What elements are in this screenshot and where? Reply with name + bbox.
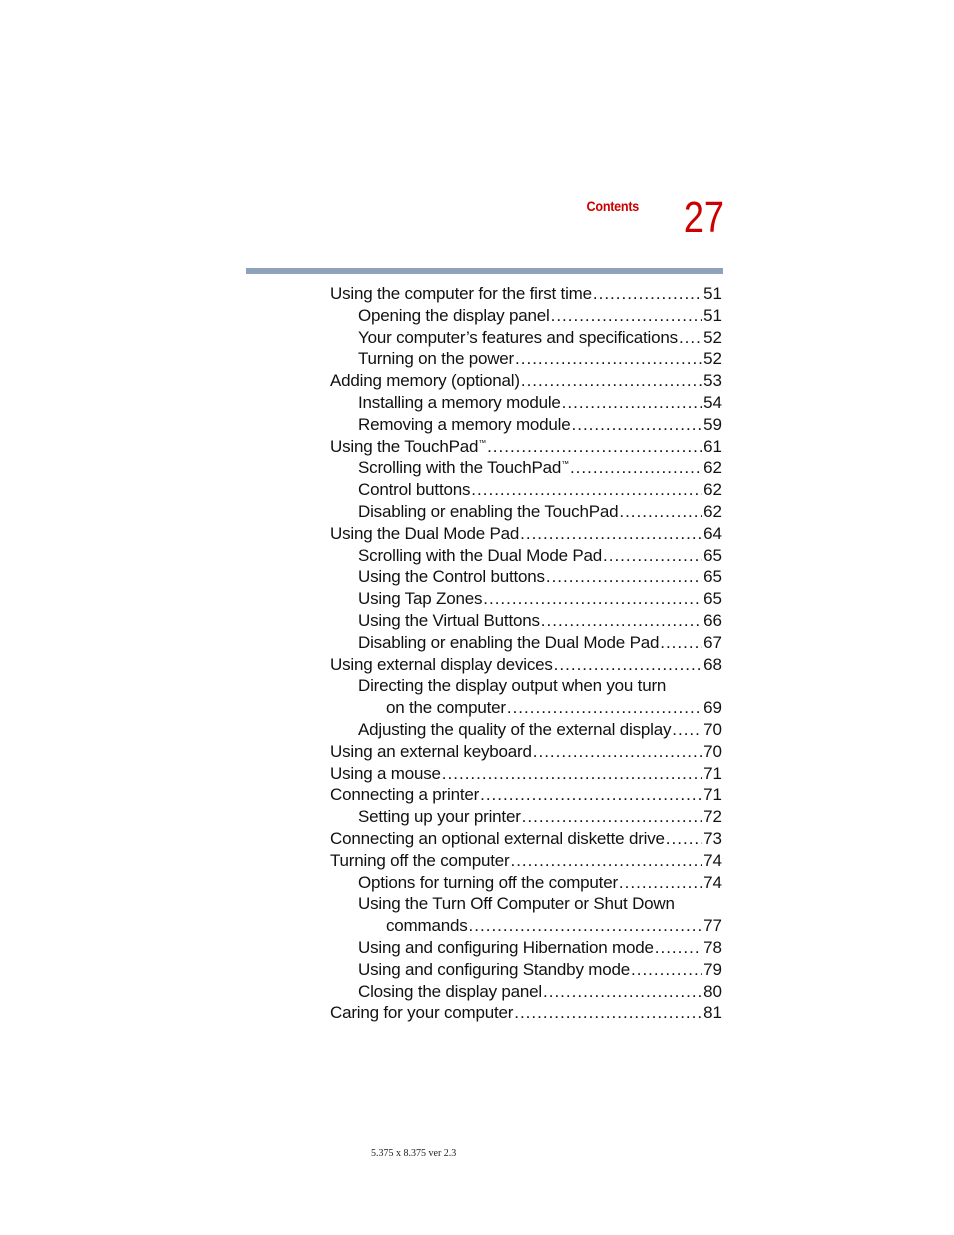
footer-trim-note: 5.375 x 8.375 ver 2.3 <box>371 1148 457 1159</box>
toc-entry-page: 78 <box>703 937 722 957</box>
toc-entry-title: Using and configuring Hibernation mode <box>358 937 654 957</box>
toc-entry[interactable] <box>330 632 722 654</box>
toc-entry[interactable] <box>330 697 722 719</box>
dot-leader <box>510 850 702 872</box>
toc-entry[interactable] <box>330 784 722 806</box>
dot-leader <box>631 959 702 981</box>
toc-entry-page: 68 <box>703 654 722 674</box>
toc-entry-title: Turning off the computer <box>330 850 510 870</box>
toc-entry-page: 77 <box>703 916 722 936</box>
toc-entry-title: Using Tap Zones <box>358 589 483 609</box>
toc-entry[interactable] <box>330 915 722 937</box>
dot-leader <box>515 348 702 370</box>
toc-entry-page: 65 <box>703 545 722 565</box>
dot-leader <box>554 654 702 676</box>
toc-entry-title: Using a mouse <box>330 763 441 783</box>
toc-entry-page: 52 <box>703 327 722 347</box>
toc-entry-title: Directing the display output when you turn <box>358 676 667 696</box>
toc-entry[interactable] <box>330 305 722 327</box>
dot-leader <box>480 784 702 806</box>
toc-entry[interactable] <box>330 719 722 741</box>
toc-entry[interactable] <box>330 959 722 981</box>
toc-entry-page: 66 <box>703 610 722 630</box>
toc-entry-page: 70 <box>703 741 722 761</box>
toc-entry[interactable] <box>330 1002 722 1024</box>
toc-entry[interactable] <box>330 872 722 894</box>
toc-entry[interactable] <box>330 654 722 676</box>
toc-entry-page: 70 <box>703 719 722 739</box>
toc-entry-title: Adjusting the quality of the external display <box>358 719 672 739</box>
toc-entry-page: 61 <box>703 436 722 456</box>
dot-leader <box>442 763 702 785</box>
toc-entry-page: 79 <box>703 959 722 979</box>
toc-entry-page: 65 <box>703 589 722 609</box>
dot-leader <box>666 828 702 850</box>
toc-entry[interactable] <box>330 479 722 501</box>
toc-entry-title: Using and configuring Standby mode <box>358 959 630 979</box>
toc-entry[interactable] <box>330 828 722 850</box>
section-label: Contents <box>586 198 639 214</box>
dot-leader <box>603 545 702 567</box>
trademark-mark: ™ <box>478 437 487 447</box>
toc-entry-title: Turning on the power <box>358 349 515 369</box>
toc-entry-title: Using the TouchPad™ <box>330 436 487 456</box>
toc-entry-title: Scrolling with the TouchPad™ <box>358 458 569 478</box>
dot-leader <box>672 719 702 741</box>
toc-entry-page: 69 <box>703 698 722 718</box>
dot-leader <box>483 588 702 610</box>
toc-entry[interactable] <box>330 370 722 392</box>
toc-entry-title: Connecting a printer <box>330 785 480 805</box>
toc-entry-title: Control buttons <box>358 480 471 500</box>
dot-leader <box>507 697 702 719</box>
toc-entry[interactable] <box>330 392 722 414</box>
toc-entry[interactable] <box>330 457 722 479</box>
toc-entry-title: on the computer <box>386 698 506 718</box>
toc-entry-title: Disabling or enabling the TouchPad <box>358 501 619 521</box>
toc-entry[interactable] <box>330 741 722 763</box>
toc-entry-page: 52 <box>703 349 722 369</box>
toc-entry-title: Using the computer for the first time <box>330 284 592 303</box>
toc-entry-title: Caring for your computer <box>330 1003 514 1023</box>
dot-leader <box>514 1002 702 1024</box>
toc-entry-page: 74 <box>703 850 722 870</box>
toc-entry-title: Opening the display panel <box>358 305 550 325</box>
toc-entry[interactable] <box>330 566 722 588</box>
dot-leader <box>593 283 702 305</box>
toc-entry-page: 62 <box>703 480 722 500</box>
toc-entry-title: Using the Virtual Buttons <box>358 610 540 630</box>
toc-entry-page: 72 <box>703 807 722 827</box>
dot-leader <box>520 523 702 545</box>
toc-entry[interactable] <box>330 545 722 567</box>
toc-entry-page: 64 <box>703 523 722 543</box>
toc-entry-page: 71 <box>703 763 722 783</box>
toc-entry-page: 81 <box>703 1003 722 1023</box>
toc-entry[interactable] <box>330 763 722 785</box>
toc-entry-page: 54 <box>703 392 722 412</box>
toc-entry-page: 65 <box>703 567 722 587</box>
toc-entry-page: 73 <box>703 828 722 848</box>
toc-entry-title: Scrolling with the Dual Mode Pad <box>358 545 603 565</box>
table-of-contents <box>330 283 722 1024</box>
dot-leader <box>469 915 703 937</box>
toc-entry-title: Connecting an optional external diskette drive <box>330 828 665 848</box>
toc-entry[interactable] <box>330 283 722 305</box>
toc-entry[interactable] <box>330 436 722 458</box>
toc-entry-title: Options for turning off the computer <box>358 872 618 892</box>
dot-leader <box>570 457 702 479</box>
dot-leader <box>655 937 702 959</box>
toc-entry-page: 80 <box>703 981 722 1001</box>
toc-entry[interactable] <box>330 523 722 545</box>
toc-entry-title: Adding memory (optional) <box>330 371 520 391</box>
toc-entry-title: Using the Control buttons <box>358 567 545 587</box>
dot-leader <box>487 436 702 458</box>
toc-entry-page: 62 <box>703 501 722 521</box>
toc-entry-page: 67 <box>703 632 722 652</box>
dot-leader <box>521 370 702 392</box>
toc-entry[interactable] <box>330 414 722 436</box>
toc-entry-page: 74 <box>703 872 722 892</box>
dot-leader <box>572 414 703 436</box>
toc-entry[interactable] <box>330 937 722 959</box>
toc-entry-page: 62 <box>703 458 722 478</box>
dot-leader <box>533 741 702 763</box>
dot-leader <box>619 872 702 894</box>
toc-entry[interactable] <box>330 850 722 872</box>
dot-leader <box>471 479 702 501</box>
toc-entry-title: Using the Dual Mode Pad <box>330 523 520 543</box>
toc-entry-page: 51 <box>703 284 722 303</box>
dot-leader <box>541 610 702 632</box>
trademark-mark: ™ <box>561 459 569 469</box>
toc-entry-title: commands <box>386 916 468 936</box>
toc-entry-page: 71 <box>703 785 722 805</box>
dot-leader <box>522 806 702 828</box>
dot-leader <box>660 632 702 654</box>
toc-entry-page: 59 <box>703 414 722 434</box>
toc-entry[interactable] <box>330 806 722 828</box>
toc-entry-title: Removing a memory module <box>358 414 571 434</box>
toc-entry[interactable] <box>330 588 722 610</box>
toc-entry-title: Using external display devices <box>330 654 553 674</box>
toc-entry-title: Closing the display panel <box>358 981 543 1001</box>
toc-entry[interactable] <box>330 981 722 1003</box>
dot-leader <box>543 981 702 1003</box>
dot-leader <box>562 392 702 414</box>
toc-entry-title: Your computer’s features and specifications <box>358 327 678 347</box>
toc-entry[interactable] <box>330 327 722 349</box>
dot-leader <box>546 566 702 588</box>
toc-entry[interactable] <box>330 610 722 632</box>
toc-entry-title: Using the Turn Off Computer or Shut Down <box>358 894 675 914</box>
toc-entry[interactable] <box>330 675 722 697</box>
dot-leader <box>679 327 702 349</box>
toc-entry[interactable] <box>330 893 722 915</box>
dot-leader <box>619 501 702 523</box>
toc-entry[interactable] <box>330 348 722 370</box>
toc-entry-title: Installing a memory module <box>358 392 561 412</box>
toc-entry-title: Using an external keyboard <box>330 741 532 761</box>
dot-leader <box>551 305 702 327</box>
page-number: 27 <box>683 193 724 242</box>
toc-entry-title: Disabling or enabling the Dual Mode Pad <box>358 632 660 652</box>
toc-entry-page: 51 <box>703 305 722 325</box>
toc-entry-page: 53 <box>703 371 722 391</box>
toc-entry[interactable] <box>330 501 722 523</box>
toc-entry-title: Setting up your printer <box>358 807 521 827</box>
header-rule <box>246 268 723 274</box>
